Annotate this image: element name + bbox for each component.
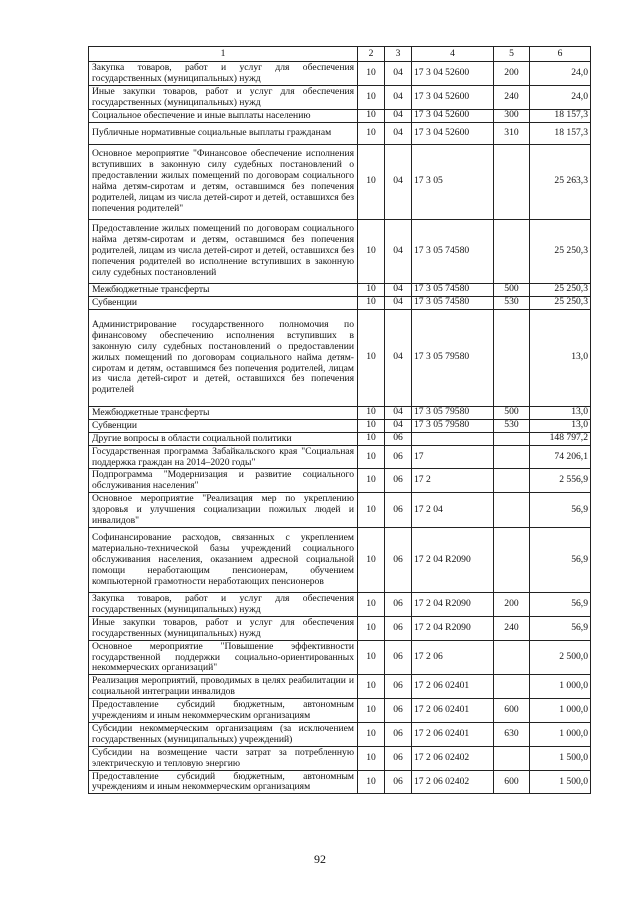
table-row	[89, 432, 591, 445]
row-section-cell: 10	[358, 445, 385, 469]
row-amount-cell: 1 000,0	[530, 675, 591, 699]
row-name-cell: Социальное обеспечение и иные выплаты населению	[89, 109, 358, 122]
row-expense-type-cell: 500	[494, 283, 530, 296]
row-expense-type-cell: 240	[494, 616, 530, 640]
row-amount-cell: 56,9	[530, 527, 591, 592]
row-name-cell: Субсидии некоммерческим организациям (за исключением государственных (муниципальных) учреждений)	[89, 722, 358, 746]
row-expense-type-cell: 200	[494, 62, 530, 86]
row-name-cell: Субвенции	[89, 296, 358, 309]
table-row	[89, 296, 591, 309]
table-row	[89, 144, 591, 219]
row-target-article-cell: 17 3 04 52600	[412, 109, 494, 122]
row-name-cell: Предоставление субсидий бюджетным, автономным учреждениям и иным некоммерческим организациям	[89, 699, 358, 723]
row-target-article-cell: 17 3 04 52600	[412, 122, 494, 144]
row-target-article-cell: 17 3 05 74580	[412, 283, 494, 296]
row-name-cell: Предоставление жилых помещений по договорам социального найма детям-сиротам и детям, оставшимся без попечения родителей, лицам из числа детей-сирот и детей, оставшихся без попечения родителей во исполнение вступивших в законную силу судебных постановлений	[89, 219, 358, 283]
table-row	[89, 616, 591, 640]
row-expense-type-cell	[494, 445, 530, 469]
row-target-article-cell	[412, 432, 494, 445]
row-section-cell: 10	[358, 770, 385, 794]
table-row	[89, 309, 591, 406]
row-subsection-cell: 04	[385, 296, 412, 309]
row-target-article-cell: 17 2 06 02402	[412, 770, 494, 794]
row-amount-cell: 25 263,3	[530, 144, 591, 219]
row-section-cell: 10	[358, 296, 385, 309]
row-amount-cell: 18 157,3	[530, 109, 591, 122]
table-row	[89, 445, 591, 469]
row-section-cell: 10	[358, 746, 385, 770]
row-subsection-cell: 04	[385, 144, 412, 219]
row-subsection-cell: 04	[385, 122, 412, 144]
table-row	[89, 283, 591, 296]
row-target-article-cell: 17 2 06 02401	[412, 722, 494, 746]
row-amount-cell: 13,0	[530, 309, 591, 406]
header-col-section: 2	[358, 47, 385, 62]
row-section-cell: 10	[358, 122, 385, 144]
table-row	[89, 592, 591, 616]
row-target-article-cell: 17 3 04 52600	[412, 85, 494, 109]
row-amount-cell: 25 250,3	[530, 296, 591, 309]
row-target-article-cell: 17 2 04 R2090	[412, 527, 494, 592]
row-subsection-cell: 06	[385, 469, 412, 493]
row-target-article-cell: 17 2 04	[412, 493, 494, 528]
row-expense-type-cell: 200	[494, 592, 530, 616]
row-section-cell: 10	[358, 309, 385, 406]
row-name-cell: Основное мероприятие "Финансовое обеспечение исполнения вступивших в законную силу судебных постановлений о предоставлении жилых помещений по договорам социального найма детям-сиротам и детям, оставшимся без попечения родителей, лицам из числа детей-сирот и детей, оставшихся без попечения родителей"	[89, 144, 358, 219]
row-expense-type-cell	[494, 219, 530, 283]
row-amount-cell: 25 250,3	[530, 219, 591, 283]
row-subsection-cell: 04	[385, 309, 412, 406]
row-subsection-cell: 04	[385, 109, 412, 122]
row-expense-type-cell: 630	[494, 722, 530, 746]
row-expense-type-cell: 530	[494, 419, 530, 432]
row-amount-cell: 2 556,9	[530, 469, 591, 493]
row-amount-cell: 24,0	[530, 85, 591, 109]
row-name-cell: Иные закупки товаров, работ и услуг для обеспечения государственных (муниципальных) нужд	[89, 616, 358, 640]
row-expense-type-cell: 310	[494, 122, 530, 144]
table-row	[89, 219, 591, 283]
row-expense-type-cell: 600	[494, 770, 530, 794]
row-target-article-cell: 17 3 05 79580	[412, 309, 494, 406]
row-section-cell: 10	[358, 219, 385, 283]
row-section-cell: 10	[358, 406, 385, 419]
row-subsection-cell: 06	[385, 592, 412, 616]
row-subsection-cell: 06	[385, 445, 412, 469]
header-col-amount: 6	[530, 47, 591, 62]
row-section-cell: 10	[358, 469, 385, 493]
row-name-cell: Субвенции	[89, 419, 358, 432]
row-expense-type-cell	[494, 527, 530, 592]
row-expense-type-cell: 240	[494, 85, 530, 109]
row-section-cell: 10	[358, 432, 385, 445]
row-name-cell: Реализация мероприятий, проводимых в целях реабилитации и социальной интеграции инвалидов	[89, 675, 358, 699]
row-expense-type-cell	[494, 144, 530, 219]
row-amount-cell: 1 500,0	[530, 746, 591, 770]
row-target-article-cell: 17 2 04 R2090	[412, 592, 494, 616]
row-amount-cell: 56,9	[530, 616, 591, 640]
row-target-article-cell: 17 3 05 74580	[412, 296, 494, 309]
row-name-cell: Основное мероприятие "Повышение эффективности государственной поддержки социально-ориентированных некоммерческих организаций"	[89, 640, 358, 675]
row-section-cell: 10	[358, 493, 385, 528]
page-number: 92	[314, 852, 326, 866]
row-amount-cell: 1 000,0	[530, 699, 591, 723]
header-col-target-article: 4	[412, 47, 494, 62]
row-expense-type-cell	[494, 432, 530, 445]
table-header-row	[89, 47, 591, 62]
row-subsection-cell: 04	[385, 62, 412, 86]
table-row	[89, 109, 591, 122]
budget-document-page	[88, 46, 590, 794]
row-target-article-cell: 17 2 06 02402	[412, 746, 494, 770]
row-section-cell: 10	[358, 675, 385, 699]
row-name-cell: Межбюджетные трансферты	[89, 283, 358, 296]
row-target-article-cell: 17 3 04 52600	[412, 62, 494, 86]
row-amount-cell: 148 797,2	[530, 432, 591, 445]
row-section-cell: 10	[358, 527, 385, 592]
row-subsection-cell: 04	[385, 406, 412, 419]
budget-table	[88, 46, 591, 794]
row-subsection-cell: 04	[385, 283, 412, 296]
row-section-cell: 10	[358, 62, 385, 86]
row-target-article-cell: 17 2 06 02401	[412, 675, 494, 699]
row-target-article-cell: 17 2	[412, 469, 494, 493]
row-amount-cell: 56,9	[530, 592, 591, 616]
row-subsection-cell: 04	[385, 419, 412, 432]
row-name-cell: Государственная программа Забайкальского края "Социальная поддержка граждан на 2014–2020 годы"	[89, 445, 358, 469]
row-section-cell: 10	[358, 592, 385, 616]
row-amount-cell: 13,0	[530, 419, 591, 432]
row-subsection-cell: 06	[385, 640, 412, 675]
header-col-name: 1	[89, 47, 358, 62]
row-section-cell: 10	[358, 283, 385, 296]
row-subsection-cell: 06	[385, 722, 412, 746]
row-target-article-cell: 17 3 05 74580	[412, 219, 494, 283]
row-subsection-cell: 06	[385, 675, 412, 699]
row-target-article-cell: 17 3 05 79580	[412, 406, 494, 419]
row-amount-cell: 13,0	[530, 406, 591, 419]
row-target-article-cell: 17 3 05 79580	[412, 419, 494, 432]
row-subsection-cell: 06	[385, 699, 412, 723]
row-expense-type-cell	[494, 746, 530, 770]
row-subsection-cell: 04	[385, 85, 412, 109]
row-name-cell: Подпрограмма "Модернизация и развитие социального обслуживания населения"	[89, 469, 358, 493]
row-subsection-cell: 04	[385, 219, 412, 283]
row-name-cell: Закупка товаров, работ и услуг для обеспечения государственных (муниципальных) нужд	[89, 62, 358, 86]
table-row	[89, 469, 591, 493]
row-amount-cell: 1 500,0	[530, 770, 591, 794]
table-row	[89, 122, 591, 144]
row-name-cell: Закупка товаров, работ и услуг для обеспечения государственных (муниципальных) нужд	[89, 592, 358, 616]
table-row	[89, 746, 591, 770]
row-name-cell: Основное мероприятие "Реализация мер по укреплению здоровья и улучшения социализации пожилых людей и инвалидов"	[89, 493, 358, 528]
row-section-cell: 10	[358, 419, 385, 432]
row-amount-cell: 24,0	[530, 62, 591, 86]
row-expense-type-cell	[494, 469, 530, 493]
row-amount-cell: 1 000,0	[530, 722, 591, 746]
table-row	[89, 493, 591, 528]
row-name-cell: Предоставление субсидий бюджетным, автономным учреждениям и иным некоммерческим организациям	[89, 770, 358, 794]
row-section-cell: 10	[358, 722, 385, 746]
row-name-cell: Иные закупки товаров, работ и услуг для обеспечения государственных (муниципальных) нужд	[89, 85, 358, 109]
row-subsection-cell: 06	[385, 770, 412, 794]
row-subsection-cell: 06	[385, 746, 412, 770]
row-expense-type-cell	[494, 675, 530, 699]
row-subsection-cell: 06	[385, 432, 412, 445]
row-expense-type-cell	[494, 493, 530, 528]
row-subsection-cell: 06	[385, 527, 412, 592]
table-row	[89, 640, 591, 675]
row-section-cell: 10	[358, 699, 385, 723]
row-section-cell: 10	[358, 109, 385, 122]
row-expense-type-cell	[494, 309, 530, 406]
row-amount-cell: 74 206,1	[530, 445, 591, 469]
row-section-cell: 10	[358, 640, 385, 675]
header-col-subsection: 3	[385, 47, 412, 62]
row-subsection-cell: 06	[385, 616, 412, 640]
row-name-cell: Софинансирование расходов, связанных с укреплением материально-технической базы учреждений социального обслуживания населения, оказанием адресной социальной помощи неработающим пенсионерам, обучением компьютерной грамотности неработающих пенсионеров	[89, 527, 358, 592]
row-name-cell: Субсидии на возмещение части затрат за потребленную электрическую и тепловую энергию	[89, 746, 358, 770]
row-name-cell: Другие вопросы в области социальной политики	[89, 432, 358, 445]
table-row	[89, 527, 591, 592]
row-expense-type-cell: 600	[494, 699, 530, 723]
header-col-expense-type: 5	[494, 47, 530, 62]
row-expense-type-cell	[494, 640, 530, 675]
row-subsection-cell: 06	[385, 493, 412, 528]
table-row	[89, 770, 591, 794]
row-target-article-cell: 17	[412, 445, 494, 469]
row-section-cell: 10	[358, 616, 385, 640]
row-amount-cell: 18 157,3	[530, 122, 591, 144]
row-expense-type-cell: 500	[494, 406, 530, 419]
row-name-cell: Публичные нормативные социальные выплаты гражданам	[89, 122, 358, 144]
row-target-article-cell: 17 3 05	[412, 144, 494, 219]
row-target-article-cell: 17 2 06	[412, 640, 494, 675]
row-amount-cell: 2 500,0	[530, 640, 591, 675]
row-expense-type-cell: 530	[494, 296, 530, 309]
table-row	[89, 722, 591, 746]
row-section-cell: 10	[358, 144, 385, 219]
table-row	[89, 62, 591, 86]
table-row	[89, 419, 591, 432]
row-target-article-cell: 17 2 04 R2090	[412, 616, 494, 640]
table-row	[89, 85, 591, 109]
row-amount-cell: 25 250,3	[530, 283, 591, 296]
table-row	[89, 699, 591, 723]
table-row	[89, 406, 591, 419]
row-amount-cell: 56,9	[530, 493, 591, 528]
row-name-cell: Межбюджетные трансферты	[89, 406, 358, 419]
row-expense-type-cell: 300	[494, 109, 530, 122]
row-name-cell: Администрирование государственного полномочия по финансовому обеспечению исполнения вступивших в законную силу судебных постановлений о предоставлении жилых помещений по договорам социального найма детям-сиротам и детям, оставшимся без попечения родителей, лицам из числа детей-сирот и детей, оставшихся без попечения родителей	[89, 309, 358, 406]
row-target-article-cell: 17 2 06 02401	[412, 699, 494, 723]
budget-table-body	[89, 47, 591, 794]
table-row	[89, 675, 591, 699]
row-section-cell: 10	[358, 85, 385, 109]
